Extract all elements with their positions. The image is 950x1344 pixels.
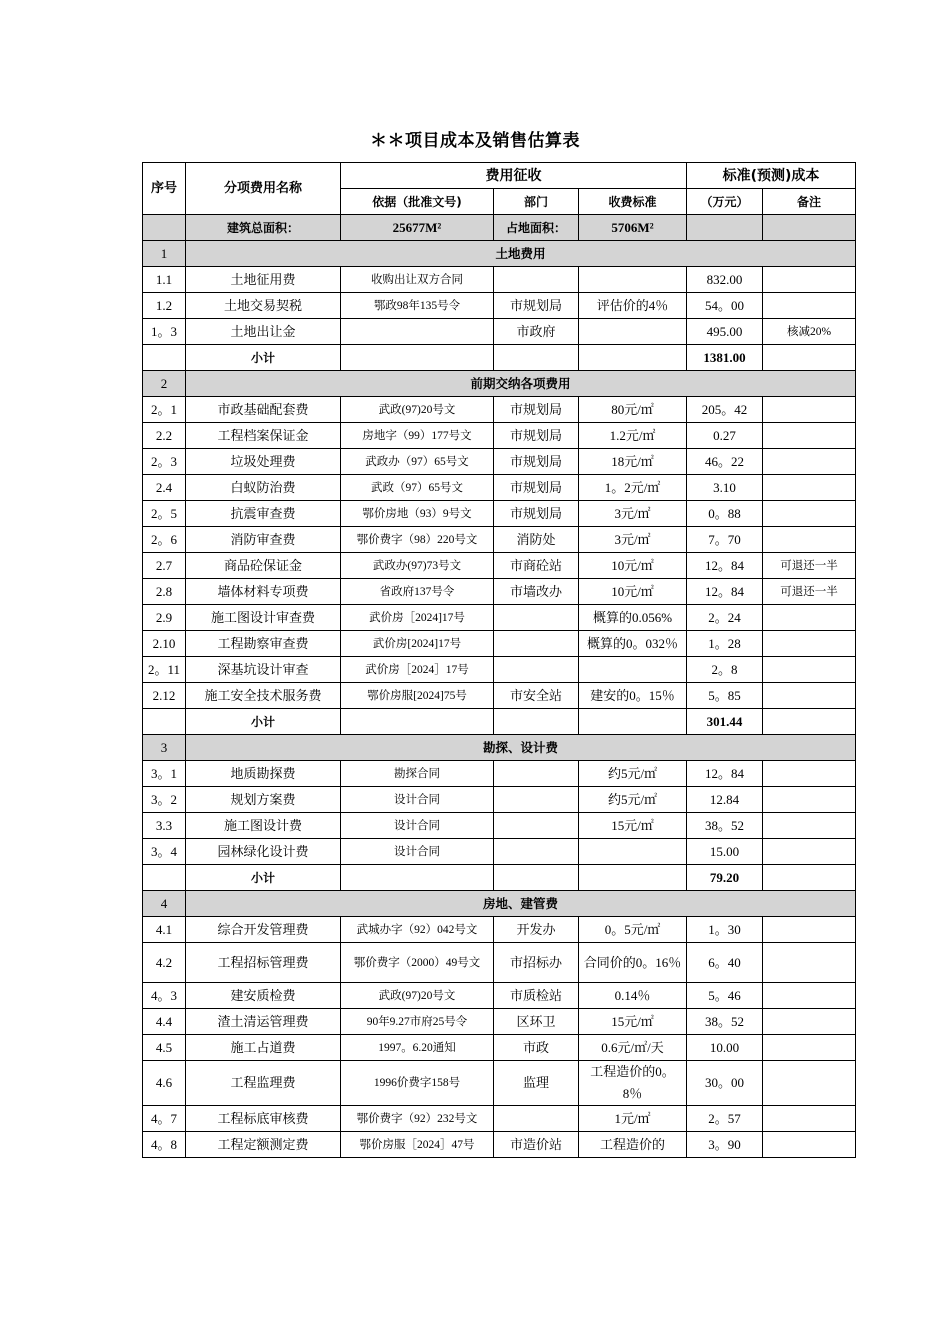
row-number: 2。6 — [143, 527, 186, 553]
row-item-name: 综合开发管理费 — [186, 917, 341, 943]
row-number: 2。11 — [143, 657, 186, 683]
row-basis: 武政(97)20号文 — [341, 397, 494, 423]
subtotal-blank-note — [763, 345, 856, 371]
row-number: 2。1 — [143, 397, 186, 423]
table-row — [143, 267, 856, 293]
row-cost: 2。8 — [687, 657, 763, 683]
row-item-name: 施工安全技术服务费 — [186, 683, 341, 709]
subtotal-blank-standard — [579, 345, 687, 371]
row-item-name: 工程监理费 — [186, 1061, 341, 1106]
row-fee-standard — [579, 267, 687, 293]
row-fee-standard — [579, 657, 687, 683]
row-department: 市规划局 — [494, 423, 579, 449]
row-item-name: 渣土清运管理费 — [186, 1009, 341, 1035]
row-item-name: 园林绿化设计费 — [186, 839, 341, 865]
table-row — [143, 527, 856, 553]
row-fee-standard: 建安的0。15％ — [579, 683, 687, 709]
row-department — [494, 813, 579, 839]
header-item-name: 分项费用名称 — [186, 163, 341, 215]
row-item-name: 工程定额测定费 — [186, 1132, 341, 1158]
row-department: 市造价站 — [494, 1132, 579, 1158]
building-area-value: 25677M² — [341, 215, 494, 241]
row-cost: 3.10 — [687, 475, 763, 501]
subtotal-blank-basis — [341, 709, 494, 735]
row-number: 4.5 — [143, 1035, 186, 1061]
subtotal-value: 301.44 — [687, 709, 763, 735]
subtotal-blank — [143, 345, 186, 371]
row-note — [763, 787, 856, 813]
row-note: 可退还一半 — [763, 579, 856, 605]
row-fee-standard: 约5元/㎡ — [579, 787, 687, 813]
document-title: ＊＊项目成本及销售估算表 — [370, 131, 580, 151]
row-fee-standard: 10元/㎡ — [579, 579, 687, 605]
area-blank-note — [763, 215, 856, 241]
section-header-row — [143, 371, 856, 397]
subtotal-label: 小计 — [186, 865, 341, 891]
subtotal-blank — [143, 865, 186, 891]
row-note — [763, 917, 856, 943]
row-fee-standard: 0.6元/㎡/天 — [579, 1035, 687, 1061]
table-row — [143, 1106, 856, 1132]
row-note — [763, 501, 856, 527]
row-fee-standard: 工程造价的 — [579, 1132, 687, 1158]
subtotal-row — [143, 345, 856, 371]
row-cost: 38。52 — [687, 1009, 763, 1035]
row-note — [763, 1061, 856, 1106]
row-item-name: 深基坑设计审查 — [186, 657, 341, 683]
header-fee-standard: 收费标准 — [579, 189, 687, 215]
row-number: 2.9 — [143, 605, 186, 631]
subtotal-blank-standard — [579, 865, 687, 891]
table-row — [143, 449, 856, 475]
row-cost: 5。46 — [687, 983, 763, 1009]
row-item-name: 消防审查费 — [186, 527, 341, 553]
table-row — [143, 1035, 856, 1061]
table-row — [143, 839, 856, 865]
table-row — [143, 397, 856, 423]
row-note — [763, 1106, 856, 1132]
row-basis: 武城办字（92）042号文 — [341, 917, 494, 943]
row-fee-standard: 评估价的4％ — [579, 293, 687, 319]
table-row — [143, 787, 856, 813]
table-row — [143, 1009, 856, 1035]
row-department — [494, 839, 579, 865]
row-cost: 12.84 — [687, 787, 763, 813]
section-title: 土地费用 — [186, 241, 856, 267]
table-row — [143, 683, 856, 709]
row-basis: 武政办(97)73号文 — [341, 553, 494, 579]
table-row — [143, 943, 856, 983]
row-number: 4。7 — [143, 1106, 186, 1132]
header-basis: 依据（批准文号) — [341, 189, 494, 215]
row-cost: 54。00 — [687, 293, 763, 319]
row-cost: 1。30 — [687, 917, 763, 943]
subtotal-blank-dept — [494, 865, 579, 891]
cost-estimate-table — [142, 162, 856, 1158]
subtotal-blank — [143, 709, 186, 735]
row-fee-standard: 15元/㎡ — [579, 813, 687, 839]
section-header-row — [143, 735, 856, 761]
row-item-name: 工程标底审核费 — [186, 1106, 341, 1132]
row-department — [494, 787, 579, 813]
row-number: 4.4 — [143, 1009, 186, 1035]
header-unit: （万元） — [687, 189, 763, 215]
table-row — [143, 293, 856, 319]
row-item-name: 建安质检费 — [186, 983, 341, 1009]
row-basis: 设计合同 — [341, 787, 494, 813]
row-basis: 鄂政98年135号令 — [341, 293, 494, 319]
row-number: 2.2 — [143, 423, 186, 449]
table-row — [143, 579, 856, 605]
row-basis — [341, 319, 494, 345]
row-department: 市规划局 — [494, 293, 579, 319]
row-basis: 武政办（97）65号文 — [341, 449, 494, 475]
row-basis: 鄂价房服［2024］47号 — [341, 1132, 494, 1158]
row-item-name: 土地出让金 — [186, 319, 341, 345]
row-basis: 收购出让双方合同 — [341, 267, 494, 293]
row-basis: 武价房[2024]17号 — [341, 631, 494, 657]
subtotal-row — [143, 709, 856, 735]
row-fee-standard: 0。5元/㎡ — [579, 917, 687, 943]
row-item-name: 土地交易契税 — [186, 293, 341, 319]
row-item-name: 白蚁防治费 — [186, 475, 341, 501]
section-title: 前期交纳各项费用 — [186, 371, 856, 397]
row-department: 消防处 — [494, 527, 579, 553]
row-number: 2。3 — [143, 449, 186, 475]
table-row — [143, 423, 856, 449]
table-row — [143, 813, 856, 839]
row-item-name: 工程勘察审查费 — [186, 631, 341, 657]
subtotal-value: 1381.00 — [687, 345, 763, 371]
subtotal-label: 小计 — [186, 345, 341, 371]
row-basis: 武政(97)20号文 — [341, 983, 494, 1009]
subtotal-row — [143, 865, 856, 891]
row-item-name: 规划方案费 — [186, 787, 341, 813]
table-row — [143, 1061, 856, 1106]
row-basis: 武价房［2024]17号 — [341, 605, 494, 631]
row-department: 市质检站 — [494, 983, 579, 1009]
row-fee-standard: 1元/㎡ — [579, 1106, 687, 1132]
area-row — [143, 215, 856, 241]
row-note — [763, 605, 856, 631]
section-title: 房地、建管费 — [186, 891, 856, 917]
area-blank — [143, 215, 186, 241]
row-number: 4.1 — [143, 917, 186, 943]
row-note — [763, 839, 856, 865]
subtotal-blank-dept — [494, 345, 579, 371]
table-body — [143, 163, 856, 1158]
row-cost: 7。70 — [687, 527, 763, 553]
row-fee-standard: 3元/㎡ — [579, 501, 687, 527]
row-basis: 1996价费字158号 — [341, 1061, 494, 1106]
row-department: 区环卫 — [494, 1009, 579, 1035]
header-remarks: 备注 — [763, 189, 856, 215]
row-fee-standard: 合同价的0。16％ — [579, 943, 687, 983]
table-row — [143, 605, 856, 631]
building-area-label: 建筑总面积： — [186, 215, 341, 241]
row-note — [763, 813, 856, 839]
row-number: 2.4 — [143, 475, 186, 501]
area-blank-cost — [687, 215, 763, 241]
row-basis: 鄂价费字（92）232号文 — [341, 1106, 494, 1132]
row-item-name: 土地征用费 — [186, 267, 341, 293]
row-department: 监理 — [494, 1061, 579, 1106]
section-header-row — [143, 891, 856, 917]
table-row — [143, 1132, 856, 1158]
row-department: 市商砼站 — [494, 553, 579, 579]
table-row — [143, 553, 856, 579]
row-cost: 1。28 — [687, 631, 763, 657]
section-number: 4 — [143, 891, 186, 917]
row-note — [763, 267, 856, 293]
row-department — [494, 631, 579, 657]
row-cost: 832.00 — [687, 267, 763, 293]
row-department: 市规划局 — [494, 449, 579, 475]
header-row-1 — [143, 163, 856, 189]
row-department: 市规划局 — [494, 501, 579, 527]
row-department: 市招标办 — [494, 943, 579, 983]
table-row — [143, 501, 856, 527]
row-item-name: 施工图设计费 — [186, 813, 341, 839]
row-note — [763, 1009, 856, 1035]
row-basis: 设计合同 — [341, 813, 494, 839]
section-header-row — [143, 241, 856, 267]
row-cost: 2。57 — [687, 1106, 763, 1132]
row-note — [763, 631, 856, 657]
row-number: 4.2 — [143, 943, 186, 983]
row-number: 1.1 — [143, 267, 186, 293]
subtotal-blank-basis — [341, 345, 494, 371]
row-cost: 15.00 — [687, 839, 763, 865]
row-fee-standard: 约5元/㎡ — [579, 761, 687, 787]
row-fee-standard: 3元/㎡ — [579, 527, 687, 553]
row-number: 1。3 — [143, 319, 186, 345]
header-department: 部门 — [494, 189, 579, 215]
row-basis: 勘探合同 — [341, 761, 494, 787]
row-note — [763, 1035, 856, 1061]
row-basis: 鄂价费字（2000）49号文 — [341, 943, 494, 983]
header-standard-cost: 标准(预测)成本 — [687, 163, 856, 189]
row-number: 1.2 — [143, 293, 186, 319]
row-number: 2.7 — [143, 553, 186, 579]
land-area-label: 占地面积： — [494, 215, 579, 241]
row-note — [763, 943, 856, 983]
row-note — [763, 683, 856, 709]
row-note — [763, 449, 856, 475]
section-title: 勘探、设计费 — [186, 735, 856, 761]
row-cost: 0.27 — [687, 423, 763, 449]
row-note — [763, 293, 856, 319]
row-cost: 10.00 — [687, 1035, 763, 1061]
row-item-name: 垃圾处理费 — [186, 449, 341, 475]
subtotal-value: 79.20 — [687, 865, 763, 891]
subtotal-label: 小计 — [186, 709, 341, 735]
row-number: 3。1 — [143, 761, 186, 787]
row-item-name: 商品砼保证金 — [186, 553, 341, 579]
row-department: 市政府 — [494, 319, 579, 345]
row-cost: 12。84 — [687, 553, 763, 579]
row-number: 2.10 — [143, 631, 186, 657]
table-row — [143, 631, 856, 657]
section-number: 1 — [143, 241, 186, 267]
row-department: 市规划局 — [494, 475, 579, 501]
row-note — [763, 423, 856, 449]
row-basis: 鄂价房地（93）9号文 — [341, 501, 494, 527]
row-number: 3。2 — [143, 787, 186, 813]
row-department: 开发办 — [494, 917, 579, 943]
row-number: 4.6 — [143, 1061, 186, 1106]
land-area-value: 5706M² — [579, 215, 687, 241]
row-item-name: 施工图设计审查费 — [186, 605, 341, 631]
row-department — [494, 761, 579, 787]
section-number: 3 — [143, 735, 186, 761]
row-basis: 武政（97）65号文 — [341, 475, 494, 501]
row-number: 4。3 — [143, 983, 186, 1009]
row-department — [494, 657, 579, 683]
row-department: 市规划局 — [494, 397, 579, 423]
section-number: 2 — [143, 371, 186, 397]
row-fee-standard: 10元/㎡ — [579, 553, 687, 579]
row-fee-standard: 80元/㎡ — [579, 397, 687, 423]
row-cost: 5。85 — [687, 683, 763, 709]
row-department: 市政 — [494, 1035, 579, 1061]
row-fee-standard: 概算的0.056% — [579, 605, 687, 631]
row-fee-standard — [579, 839, 687, 865]
subtotal-blank-basis — [341, 865, 494, 891]
row-fee-standard: 1.2元/㎡ — [579, 423, 687, 449]
row-item-name: 抗震审查费 — [186, 501, 341, 527]
table-row — [143, 319, 856, 345]
table-row — [143, 657, 856, 683]
row-cost: 12。84 — [687, 761, 763, 787]
row-basis: 武价房［2024］17号 — [341, 657, 494, 683]
row-basis: 90年9.27市府25号令 — [341, 1009, 494, 1035]
row-number: 2.12 — [143, 683, 186, 709]
row-item-name: 市政基础配套费 — [186, 397, 341, 423]
subtotal-blank-standard — [579, 709, 687, 735]
row-basis: 设计合同 — [341, 839, 494, 865]
row-cost: 38。52 — [687, 813, 763, 839]
row-fee-standard: 概算的0。032％ — [579, 631, 687, 657]
row-cost: 3。90 — [687, 1132, 763, 1158]
table-row — [143, 475, 856, 501]
row-note — [763, 397, 856, 423]
header-seq: 序号 — [143, 163, 186, 215]
row-cost: 30。00 — [687, 1061, 763, 1106]
row-cost: 495.00 — [687, 319, 763, 345]
row-number: 3。4 — [143, 839, 186, 865]
row-fee-standard: 15元/㎡ — [579, 1009, 687, 1035]
row-cost: 12。84 — [687, 579, 763, 605]
row-department: 市墙改办 — [494, 579, 579, 605]
row-note — [763, 657, 856, 683]
header-fee-collection: 费用征收 — [341, 163, 687, 189]
row-note — [763, 1132, 856, 1158]
row-basis: 房地字（99）177号文 — [341, 423, 494, 449]
row-fee-standard: 1。2元/㎡ — [579, 475, 687, 501]
subtotal-blank-note — [763, 865, 856, 891]
subtotal-blank-dept — [494, 709, 579, 735]
row-item-name: 工程档案保证金 — [186, 423, 341, 449]
row-department — [494, 267, 579, 293]
table-row — [143, 917, 856, 943]
table-row — [143, 983, 856, 1009]
row-department — [494, 1106, 579, 1132]
row-cost: 6。40 — [687, 943, 763, 983]
row-fee-standard: 工程造价的0。8％ — [579, 1061, 687, 1106]
subtotal-blank-note — [763, 709, 856, 735]
row-number: 4。8 — [143, 1132, 186, 1158]
row-note: 可退还一半 — [763, 553, 856, 579]
row-cost: 2。24 — [687, 605, 763, 631]
row-note — [763, 475, 856, 501]
row-note — [763, 761, 856, 787]
row-number: 3.3 — [143, 813, 186, 839]
row-item-name: 施工占道费 — [186, 1035, 341, 1061]
row-basis: 鄂价房服[2024]75号 — [341, 683, 494, 709]
row-basis: 1997。6.20通知 — [341, 1035, 494, 1061]
row-basis: 省政府137号令 — [341, 579, 494, 605]
row-fee-standard: 0.14％ — [579, 983, 687, 1009]
row-department: 市安全站 — [494, 683, 579, 709]
row-basis: 鄂价费字（98）220号文 — [341, 527, 494, 553]
row-fee-standard — [579, 319, 687, 345]
row-item-name: 地质勘探费 — [186, 761, 341, 787]
row-number: 2。5 — [143, 501, 186, 527]
row-cost: 205。42 — [687, 397, 763, 423]
row-note — [763, 983, 856, 1009]
row-note — [763, 527, 856, 553]
row-note: 核减20% — [763, 319, 856, 345]
table-row — [143, 761, 856, 787]
row-cost: 0。88 — [687, 501, 763, 527]
row-department — [494, 605, 579, 631]
row-item-name: 工程招标管理费 — [186, 943, 341, 983]
row-number: 2.8 — [143, 579, 186, 605]
row-fee-standard: 18元/㎡ — [579, 449, 687, 475]
row-item-name: 墙体材料专项费 — [186, 579, 341, 605]
row-cost: 46。22 — [687, 449, 763, 475]
